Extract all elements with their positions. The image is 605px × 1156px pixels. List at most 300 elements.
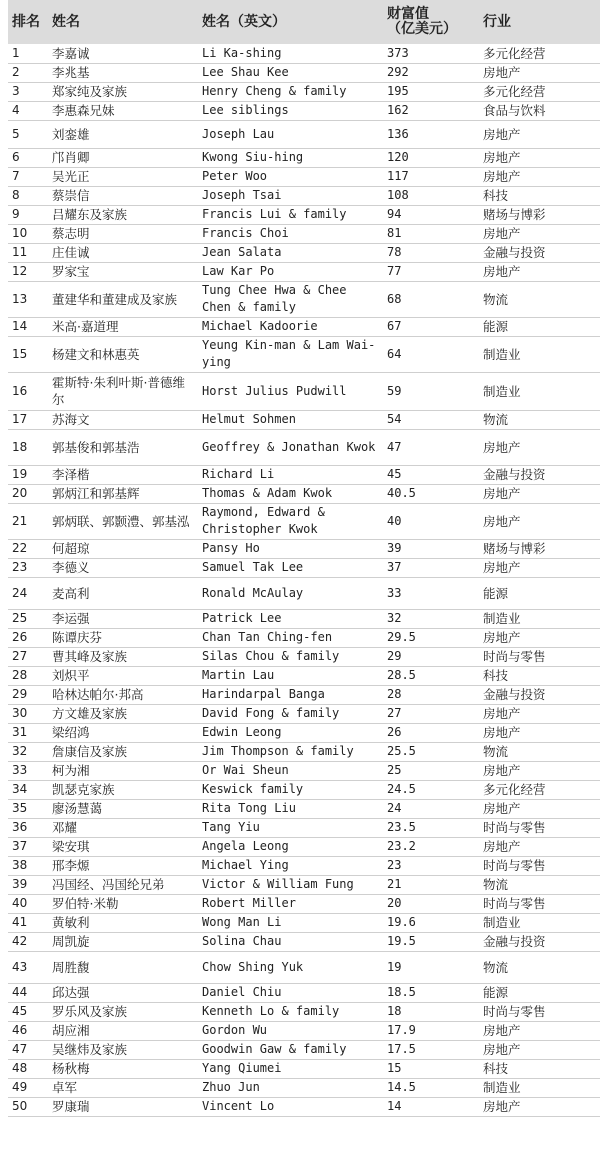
- name-cn-cell: 梁绍鸿: [48, 723, 198, 742]
- name-en-cell: Francis Lui & family: [198, 205, 383, 224]
- name-en-cell: Patrick Lee: [198, 609, 383, 628]
- name-cn-cell: 周凯旋: [48, 932, 198, 951]
- name-en-cell: Helmut Sohmen: [198, 410, 383, 429]
- worth-cell: 18: [383, 1002, 479, 1021]
- worth-cell: 26: [383, 723, 479, 742]
- name-cn-cell: 麦高利: [48, 577, 198, 609]
- name-en-cell: Edwin Leong: [198, 723, 383, 742]
- rank-cell: 31: [8, 723, 48, 742]
- worth-cell: 54: [383, 410, 479, 429]
- name-cn-cell: 何超琼: [48, 539, 198, 558]
- worth-cell: 67: [383, 317, 479, 336]
- rank-cell: 23: [8, 558, 48, 577]
- name-en-cell: Yeung Kin-man & Lam Wai-ying: [198, 336, 383, 372]
- industry-cell: 房地产: [479, 262, 600, 281]
- rank-cell: 22: [8, 539, 48, 558]
- worth-cell: 68: [383, 281, 479, 317]
- name-cn-cell: 冯国经、冯国纶兄弟: [48, 875, 198, 894]
- industry-cell: 能源: [479, 983, 600, 1002]
- name-cn-cell: 邱达强: [48, 983, 198, 1002]
- industry-cell: 制造业: [479, 913, 600, 932]
- name-en-cell: Horst Julius Pudwill: [198, 372, 383, 410]
- name-cn-cell: 吕耀东及家族: [48, 205, 198, 224]
- worth-cell: 120: [383, 148, 479, 167]
- table-row: [8, 539, 600, 558]
- industry-cell: 房地产: [479, 628, 600, 647]
- table-body: [8, 44, 600, 1116]
- name-cn-cell: 李惠森兄妹: [48, 101, 198, 120]
- name-en-cell: Keswick family: [198, 780, 383, 799]
- name-cn-cell: 廖汤慧蔼: [48, 799, 198, 818]
- name-cn-cell: 李兆基: [48, 63, 198, 82]
- rank-cell: 8: [8, 186, 48, 205]
- worth-cell: 28: [383, 685, 479, 704]
- industry-cell: 房地产: [479, 723, 600, 742]
- worth-cell: 162: [383, 101, 479, 120]
- name-en-cell: Lee siblings: [198, 101, 383, 120]
- name-en-cell: Victor & William Fung: [198, 875, 383, 894]
- table-row: [8, 148, 600, 167]
- rank-cell: 4: [8, 101, 48, 120]
- table-row: [8, 503, 600, 539]
- name-en-cell: Angela Leong: [198, 837, 383, 856]
- name-en-cell: Pansy Ho: [198, 539, 383, 558]
- worth-cell: 19: [383, 951, 479, 983]
- name-en-cell: Jean Salata: [198, 243, 383, 262]
- industry-cell: 时尚与零售: [479, 818, 600, 837]
- table-row: [8, 410, 600, 429]
- name-cn-cell: 邢李㷧: [48, 856, 198, 875]
- industry-cell: 多元化经营: [479, 44, 600, 63]
- rank-cell: 18: [8, 429, 48, 465]
- name-en-cell: Francis Choi: [198, 224, 383, 243]
- worth-cell: 14: [383, 1097, 479, 1116]
- industry-cell: 能源: [479, 317, 600, 336]
- industry-cell: 时尚与零售: [479, 1002, 600, 1021]
- name-en-cell: Richard Li: [198, 465, 383, 484]
- worth-cell: 32: [383, 609, 479, 628]
- name-en-cell: Samuel Tak Lee: [198, 558, 383, 577]
- worth-cell: 37: [383, 558, 479, 577]
- name-en-cell: Henry Cheng & family: [198, 82, 383, 101]
- rank-cell: 43: [8, 951, 48, 983]
- rank-cell: 38: [8, 856, 48, 875]
- industry-cell: 多元化经营: [479, 780, 600, 799]
- name-cn-cell: 李泽楷: [48, 465, 198, 484]
- worth-cell: 21: [383, 875, 479, 894]
- name-en-cell: Michael Ying: [198, 856, 383, 875]
- name-en-cell: Law Kar Po: [198, 262, 383, 281]
- name-cn-cell: 胡应湘: [48, 1021, 198, 1040]
- worth-cell: 195: [383, 82, 479, 101]
- rich-list-table: [8, 0, 600, 1117]
- rank-cell: 12: [8, 262, 48, 281]
- industry-cell: 房地产: [479, 1040, 600, 1059]
- industry-cell: 房地产: [479, 484, 600, 503]
- rank-cell: 26: [8, 628, 48, 647]
- name-cn-cell: 邓耀: [48, 818, 198, 837]
- worth-cell: 77: [383, 262, 479, 281]
- name-en-cell: Daniel Chiu: [198, 983, 383, 1002]
- header-worth-line1: 财富值: [387, 6, 429, 22]
- table-row: [8, 1021, 600, 1040]
- table-row: [8, 704, 600, 723]
- table-row: [8, 761, 600, 780]
- name-en-cell: Solina Chau: [198, 932, 383, 951]
- name-en-cell: Or Wai Sheun: [198, 761, 383, 780]
- industry-cell: 物流: [479, 875, 600, 894]
- name-cn-cell: 霍斯特·朱利叶斯·普德维尔: [48, 372, 198, 410]
- industry-cell: 赌场与博彩: [479, 539, 600, 558]
- name-cn-cell: 詹康信及家族: [48, 742, 198, 761]
- industry-cell: 物流: [479, 410, 600, 429]
- rank-cell: 32: [8, 742, 48, 761]
- industry-cell: 房地产: [479, 799, 600, 818]
- rank-cell: 41: [8, 913, 48, 932]
- worth-cell: 20: [383, 894, 479, 913]
- worth-cell: 18.5: [383, 983, 479, 1002]
- rank-cell: 33: [8, 761, 48, 780]
- table-row: [8, 609, 600, 628]
- industry-cell: 金融与投资: [479, 932, 600, 951]
- name-cn-cell: 黄敏利: [48, 913, 198, 932]
- table-row: [8, 1040, 600, 1059]
- industry-cell: 房地产: [479, 837, 600, 856]
- rank-cell: 21: [8, 503, 48, 539]
- name-cn-cell: 杨秋梅: [48, 1059, 198, 1078]
- name-en-cell: Jim Thompson & family: [198, 742, 383, 761]
- name-en-cell: Kenneth Lo & family: [198, 1002, 383, 1021]
- header-row: [8, 0, 600, 44]
- industry-cell: 物流: [479, 281, 600, 317]
- rank-cell: 46: [8, 1021, 48, 1040]
- name-cn-cell: 周胜馥: [48, 951, 198, 983]
- industry-cell: 物流: [479, 951, 600, 983]
- worth-cell: 23.2: [383, 837, 479, 856]
- name-cn-cell: 郭炳江和郭基辉: [48, 484, 198, 503]
- table-row: [8, 666, 600, 685]
- table-row: [8, 44, 600, 63]
- industry-cell: 房地产: [479, 120, 600, 148]
- worth-cell: 45: [383, 465, 479, 484]
- worth-cell: 28.5: [383, 666, 479, 685]
- worth-cell: 23: [383, 856, 479, 875]
- name-cn-cell: 董建华和董建成及家族: [48, 281, 198, 317]
- name-en-cell: Michael Kadoorie: [198, 317, 383, 336]
- industry-cell: 制造业: [479, 609, 600, 628]
- worth-cell: 78: [383, 243, 479, 262]
- industry-cell: 房地产: [479, 167, 600, 186]
- industry-cell: 房地产: [479, 63, 600, 82]
- worth-cell: 23.5: [383, 818, 479, 837]
- table-row: [8, 558, 600, 577]
- rank-cell: 24: [8, 577, 48, 609]
- worth-cell: 17.5: [383, 1040, 479, 1059]
- rank-cell: 39: [8, 875, 48, 894]
- worth-cell: 19.6: [383, 913, 479, 932]
- rank-cell: 27: [8, 647, 48, 666]
- industry-cell: 制造业: [479, 372, 600, 410]
- name-cn-cell: 庄佳诚: [48, 243, 198, 262]
- worth-cell: 117: [383, 167, 479, 186]
- name-cn-cell: 刘炽平: [48, 666, 198, 685]
- table-row: [8, 723, 600, 742]
- name-cn-cell: 苏海文: [48, 410, 198, 429]
- rank-cell: 17: [8, 410, 48, 429]
- name-cn-cell: 郑家纯及家族: [48, 82, 198, 101]
- industry-cell: 金融与投资: [479, 685, 600, 704]
- name-en-cell: Joseph Lau: [198, 120, 383, 148]
- name-cn-cell: 罗乐风及家族: [48, 1002, 198, 1021]
- table-row: [8, 120, 600, 148]
- name-cn-cell: 吴光正: [48, 167, 198, 186]
- name-cn-cell: 邝肖卿: [48, 148, 198, 167]
- name-cn-cell: 罗伯特·米勒: [48, 894, 198, 913]
- worth-cell: 39: [383, 539, 479, 558]
- industry-cell: 房地产: [479, 148, 600, 167]
- table-row: [8, 224, 600, 243]
- table-row: [8, 186, 600, 205]
- name-en-cell: Geoffrey & Jonathan Kwok: [198, 429, 383, 465]
- rank-cell: 3: [8, 82, 48, 101]
- worth-cell: 47: [383, 429, 479, 465]
- name-cn-cell: 蔡志明: [48, 224, 198, 243]
- table-row: [8, 628, 600, 647]
- header-worth: [383, 0, 479, 44]
- name-en-cell: Li Ka-shing: [198, 44, 383, 63]
- rank-cell: 47: [8, 1040, 48, 1059]
- name-en-cell: Chow Shing Yuk: [198, 951, 383, 983]
- industry-cell: 能源: [479, 577, 600, 609]
- table-row: [8, 465, 600, 484]
- rank-cell: 48: [8, 1059, 48, 1078]
- name-cn-cell: 郭炳联、郭颢澧、郭基泓: [48, 503, 198, 539]
- worth-cell: 14.5: [383, 1078, 479, 1097]
- rank-cell: 13: [8, 281, 48, 317]
- name-cn-cell: 柯为湘: [48, 761, 198, 780]
- name-cn-cell: 梁安琪: [48, 837, 198, 856]
- table-row: [8, 336, 600, 372]
- industry-cell: 金融与投资: [479, 465, 600, 484]
- table-row: [8, 243, 600, 262]
- industry-cell: 房地产: [479, 704, 600, 723]
- table-row: [8, 875, 600, 894]
- worth-cell: 292: [383, 63, 479, 82]
- name-cn-cell: 李运强: [48, 609, 198, 628]
- industry-cell: 房地产: [479, 429, 600, 465]
- worth-cell: 136: [383, 120, 479, 148]
- rank-cell: 34: [8, 780, 48, 799]
- worth-cell: 81: [383, 224, 479, 243]
- rank-cell: 49: [8, 1078, 48, 1097]
- table-row: [8, 372, 600, 410]
- table-row: [8, 1002, 600, 1021]
- rank-cell: 40: [8, 894, 48, 913]
- table-row: [8, 1097, 600, 1116]
- header-worth-line2: （亿美元）: [387, 21, 457, 37]
- name-en-cell: Zhuo Jun: [198, 1078, 383, 1097]
- industry-cell: 房地产: [479, 503, 600, 539]
- industry-cell: 科技: [479, 1059, 600, 1078]
- rank-cell: 9: [8, 205, 48, 224]
- name-en-cell: Chan Tan Ching-fen: [198, 628, 383, 647]
- name-cn-cell: 郭基俊和郭基浩: [48, 429, 198, 465]
- name-en-cell: Silas Chou & family: [198, 647, 383, 666]
- table-row: [8, 262, 600, 281]
- rank-cell: 15: [8, 336, 48, 372]
- table-row: [8, 647, 600, 666]
- table-row: [8, 780, 600, 799]
- table-row: [8, 983, 600, 1002]
- table-row: [8, 951, 600, 983]
- worth-cell: 24: [383, 799, 479, 818]
- industry-cell: 物流: [479, 742, 600, 761]
- rank-cell: 19: [8, 465, 48, 484]
- rank-cell: 6: [8, 148, 48, 167]
- header-name-en: 姓名（英文）: [198, 0, 383, 44]
- rank-cell: 45: [8, 1002, 48, 1021]
- industry-cell: 科技: [479, 186, 600, 205]
- rank-cell: 11: [8, 243, 48, 262]
- industry-cell: 房地产: [479, 1021, 600, 1040]
- worth-cell: 40: [383, 503, 479, 539]
- name-cn-cell: 米高·嘉道理: [48, 317, 198, 336]
- header-name-cn: 姓名: [48, 0, 198, 44]
- table-row: [8, 818, 600, 837]
- industry-cell: 房地产: [479, 558, 600, 577]
- name-en-cell: Tung Chee Hwa & Chee Chen & family: [198, 281, 383, 317]
- table-row: [8, 1059, 600, 1078]
- industry-cell: 科技: [479, 666, 600, 685]
- name-en-cell: Raymond, Edward & Christopher Kwok: [198, 503, 383, 539]
- rank-cell: 30: [8, 704, 48, 723]
- name-en-cell: Joseph Tsai: [198, 186, 383, 205]
- name-cn-cell: 曹其峰及家族: [48, 647, 198, 666]
- name-cn-cell: 罗康瑞: [48, 1097, 198, 1116]
- rank-cell: 25: [8, 609, 48, 628]
- industry-cell: 食品与饮料: [479, 101, 600, 120]
- rank-cell: 2: [8, 63, 48, 82]
- name-en-cell: Kwong Siu-hing: [198, 148, 383, 167]
- name-en-cell: Gordon Wu: [198, 1021, 383, 1040]
- industry-cell: 制造业: [479, 1078, 600, 1097]
- table-row: [8, 281, 600, 317]
- worth-cell: 373: [383, 44, 479, 63]
- worth-cell: 29.5: [383, 628, 479, 647]
- table-row: [8, 1078, 600, 1097]
- rank-cell: 1: [8, 44, 48, 63]
- worth-cell: 25.5: [383, 742, 479, 761]
- worth-cell: 94: [383, 205, 479, 224]
- industry-cell: 房地产: [479, 1097, 600, 1116]
- industry-cell: 制造业: [479, 336, 600, 372]
- name-cn-cell: 哈林达帕尔·邦高: [48, 685, 198, 704]
- name-en-cell: David Fong & family: [198, 704, 383, 723]
- industry-cell: 多元化经营: [479, 82, 600, 101]
- name-en-cell: Ronald McAulay: [198, 577, 383, 609]
- rank-cell: 7: [8, 167, 48, 186]
- header-industry: 行业: [479, 0, 600, 44]
- name-en-cell: Wong Man Li: [198, 913, 383, 932]
- worth-cell: 19.5: [383, 932, 479, 951]
- name-en-cell: Martin Lau: [198, 666, 383, 685]
- industry-cell: 赌场与博彩: [479, 205, 600, 224]
- rank-cell: 16: [8, 372, 48, 410]
- name-en-cell: Yang Qiumei: [198, 1059, 383, 1078]
- name-cn-cell: 刘銮雄: [48, 120, 198, 148]
- rank-cell: 5: [8, 120, 48, 148]
- table-header: [8, 0, 600, 44]
- rank-cell: 35: [8, 799, 48, 818]
- worth-cell: 25: [383, 761, 479, 780]
- table-row: [8, 317, 600, 336]
- name-en-cell: Rita Tong Liu: [198, 799, 383, 818]
- rank-cell: 36: [8, 818, 48, 837]
- name-cn-cell: 李德义: [48, 558, 198, 577]
- table-row: [8, 101, 600, 120]
- name-en-cell: Robert Miller: [198, 894, 383, 913]
- table-row: [8, 63, 600, 82]
- worth-cell: 59: [383, 372, 479, 410]
- rank-cell: 28: [8, 666, 48, 685]
- worth-cell: 108: [383, 186, 479, 205]
- table-row: [8, 932, 600, 951]
- rank-cell: 14: [8, 317, 48, 336]
- name-en-cell: Thomas & Adam Kwok: [198, 484, 383, 503]
- name-cn-cell: 凯瑟克家族: [48, 780, 198, 799]
- name-cn-cell: 杨建文和林惠英: [48, 336, 198, 372]
- name-en-cell: Harindarpal Banga: [198, 685, 383, 704]
- table-row: [8, 167, 600, 186]
- rank-cell: 10: [8, 224, 48, 243]
- name-cn-cell: 陈谭庆芬: [48, 628, 198, 647]
- name-cn-cell: 罗家宝: [48, 262, 198, 281]
- header-rank: 排名: [8, 0, 48, 44]
- rank-cell: 37: [8, 837, 48, 856]
- name-en-cell: Peter Woo: [198, 167, 383, 186]
- industry-cell: 金融与投资: [479, 243, 600, 262]
- table-row: [8, 82, 600, 101]
- name-en-cell: Tang Yiu: [198, 818, 383, 837]
- worth-cell: 15: [383, 1059, 479, 1078]
- worth-cell: 29: [383, 647, 479, 666]
- worth-cell: 64: [383, 336, 479, 372]
- industry-cell: 房地产: [479, 761, 600, 780]
- worth-cell: 17.9: [383, 1021, 479, 1040]
- table-row: [8, 837, 600, 856]
- table-row: [8, 894, 600, 913]
- table-row: [8, 913, 600, 932]
- table-row: [8, 577, 600, 609]
- table-row: [8, 484, 600, 503]
- rank-cell: 20: [8, 484, 48, 503]
- industry-cell: 房地产: [479, 224, 600, 243]
- table-row: [8, 799, 600, 818]
- rank-cell: 44: [8, 983, 48, 1002]
- name-en-cell: Lee Shau Kee: [198, 63, 383, 82]
- name-cn-cell: 卓军: [48, 1078, 198, 1097]
- rank-cell: 29: [8, 685, 48, 704]
- name-cn-cell: 蔡崇信: [48, 186, 198, 205]
- table-row: [8, 205, 600, 224]
- worth-cell: 40.5: [383, 484, 479, 503]
- industry-cell: 时尚与零售: [479, 647, 600, 666]
- name-cn-cell: 李嘉诚: [48, 44, 198, 63]
- worth-cell: 33: [383, 577, 479, 609]
- worth-cell: 24.5: [383, 780, 479, 799]
- industry-cell: 时尚与零售: [479, 856, 600, 875]
- name-cn-cell: 吴继炜及家族: [48, 1040, 198, 1059]
